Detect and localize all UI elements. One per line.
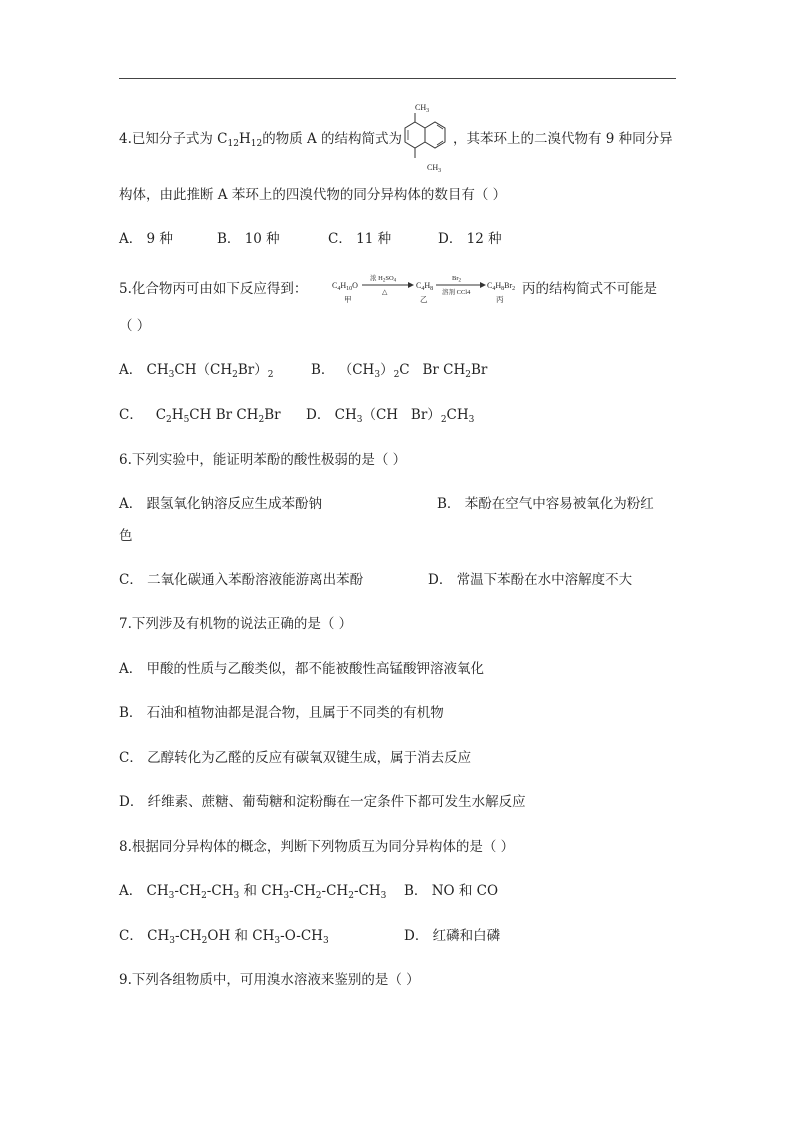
product-formula: $C_4H_8Br_2$ <box>487 281 516 292</box>
intermediate-formula: $C_4H_8$ <box>416 281 434 292</box>
q4-option-d: D． 12 种 <box>438 231 502 247</box>
q8-option-d: D． 红磷和白磷 <box>404 928 501 944</box>
reaction-scheme <box>332 270 522 306</box>
reagent2-bottom: 溶剂 CCl4 <box>442 289 471 296</box>
reagent2-top: $Br_2$ <box>452 275 461 284</box>
reactant-name: 甲 <box>344 295 352 304</box>
q7-option-b: B． 石油和植物油都是混合物，且属于不同类的有机物 <box>119 705 444 721</box>
q6-option-b: B． 苯酚在空气中容易被氧化为粉红 <box>437 496 654 512</box>
q6-option-d: D． 常温下苯酚在水中溶解度不大 <box>428 572 633 588</box>
product-name: 丙 <box>496 295 504 304</box>
reagent1-top: 浓 $H_2SO_4$ <box>370 275 397 284</box>
dimethylnaphthalene-structure <box>403 100 451 180</box>
q5-stem-suffix: 丙的结构简式不可能是 <box>522 281 657 297</box>
q4-stem-line1-end: ，其苯环上的二溴代物有 9 种同分异 <box>453 131 673 147</box>
q8-option-b: B． NO 和 CO <box>404 883 499 899</box>
q9-stem: 9.下列各组物质中，可用溴水溶液来鉴别的是（ ） <box>119 972 420 988</box>
q4-prefix: 4.已知分子式为 C <box>119 131 228 147</box>
q4-sub2: 12 <box>250 139 263 149</box>
q4-stem-line2: 构体，由此推断 A 苯环上的四溴代物的同分异构体的数目有（ ） <box>119 187 507 203</box>
reactant-formula: $C_4H_{10}O$ <box>332 281 358 292</box>
q4-sub1: 12 <box>227 139 239 149</box>
q7-option-d: D． 纤维素、蔗糖、葡萄糖和淀粉酶在一定条件下都可发生水解反应 <box>119 794 526 810</box>
q4-option-c: C． 11 种 <box>328 231 392 247</box>
q8-option-c: C． $CH_3-CH_2OH$ 和 $CH_3-O-CH_3$ <box>119 928 329 946</box>
q6-option-b-continued: 色 <box>119 528 133 544</box>
header-rule <box>119 78 676 79</box>
q7-stem: 7.下列涉及有机物的说法正确的是（ ） <box>119 616 353 632</box>
q8-option-a: A． $CH_3-CH_2-CH_3$ 和 $CH_3-CH_2-CH_2-CH_3$ <box>119 883 387 901</box>
structure-bottom-label: $CH_3$ <box>427 163 442 174</box>
q7-option-c: C． 乙醇转化为乙醛的反应有碳氧双键生成，属于消去反应 <box>119 750 472 766</box>
q4-option-a: A． 9 种 <box>119 231 173 247</box>
q7-option-a: A． 甲酸的性质与乙酸类似，都不能被酸性高锰酸钾溶液氧化 <box>119 661 485 677</box>
q6-option-a: A． 跟氢氧化钠溶反应生成苯酚钠 <box>119 496 323 512</box>
q6-option-c: C． 二氧化碳通入苯酚溶液能游离出苯酚 <box>119 572 364 588</box>
q6-stem: 6.下列实验中，能证明苯酚的酸性极弱的是（ ） <box>119 452 407 468</box>
q5-option-b: B． $(CH_3)_2C$ Br $CH_2Br$ <box>311 362 488 380</box>
right-ring <box>425 122 445 148</box>
double-bond-2 <box>437 125 443 129</box>
q4-mid: H <box>238 131 251 147</box>
q5-option-a: A． $CH_3CH(CH_2Br)_2$ <box>119 362 274 380</box>
q5-stem-prefix: 5.化合物丙可由如下反应得到： <box>119 281 308 297</box>
intermediate-name: 乙 <box>420 295 428 304</box>
q4-suffix: 的物质 A 的结构简式为 <box>262 131 403 147</box>
q5-option-c: C． $C_2H_5CH$ Br $CH_2Br$ <box>119 407 281 425</box>
q5-stem-line2: （ ） <box>119 318 151 334</box>
q5-option-d: D． $CH_3(CH$ $Br)_2CH_3$ <box>306 407 475 425</box>
double-bond-3 <box>437 141 443 145</box>
structure-top-label: $CH_3$ <box>415 103 430 114</box>
arrow-2-head <box>480 282 486 288</box>
q4-stem-line1 <box>119 130 402 148</box>
q4-option-b: B． 10 种 <box>217 231 280 247</box>
arrow-1-head <box>408 282 414 288</box>
reagent1-bottom: △ <box>382 288 388 296</box>
q8-stem: 8.根据同分异构体的概念，判断下列物质互为同分异构体的是（ ） <box>119 839 515 855</box>
